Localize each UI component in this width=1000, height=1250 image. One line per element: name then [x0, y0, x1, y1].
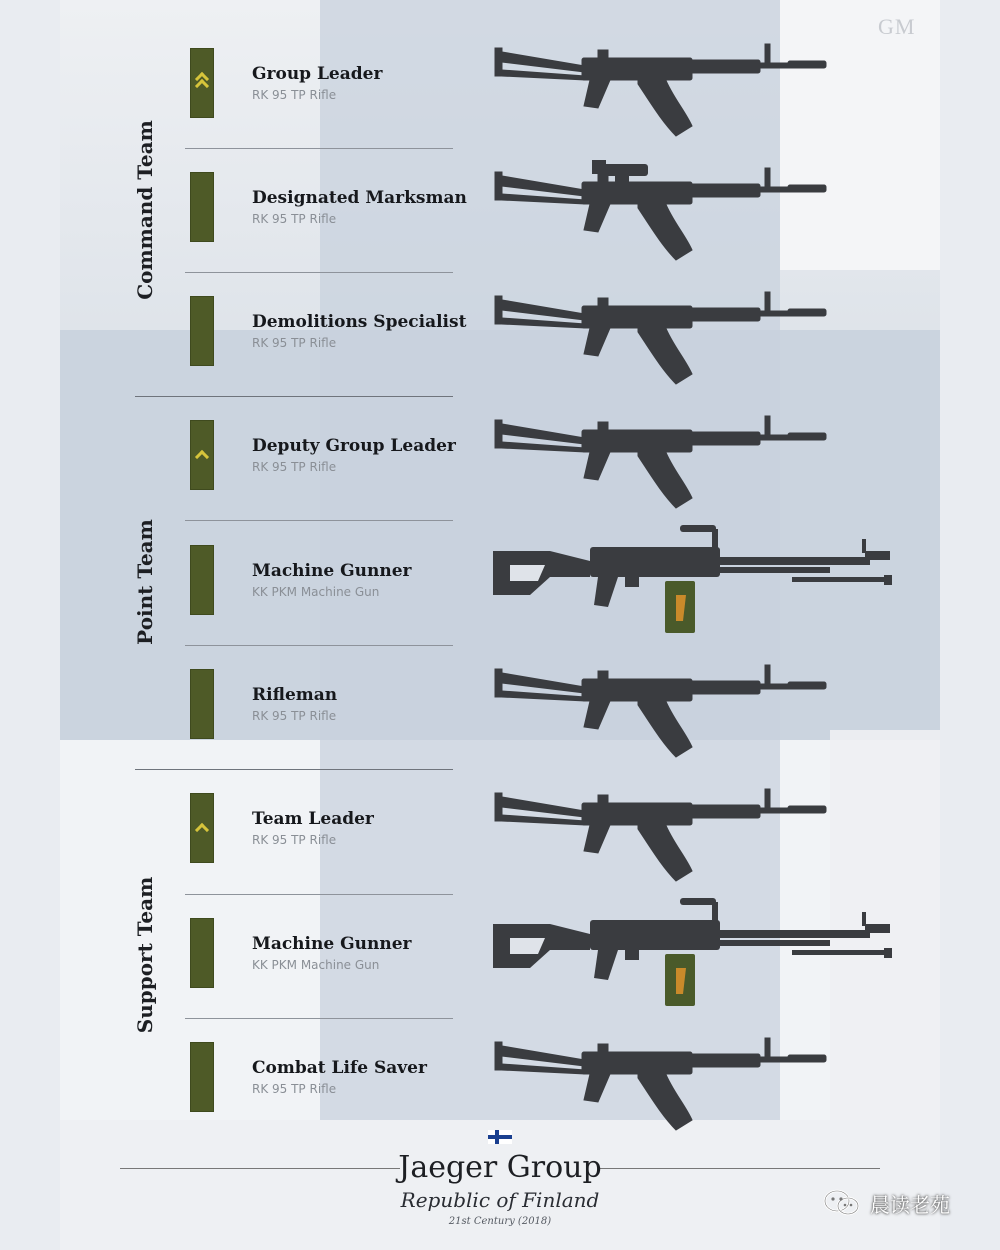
row-divider: [185, 148, 453, 149]
machine-gun-icon: [490, 521, 900, 640]
role-weapon: KK PKM Machine Gun: [252, 585, 380, 599]
finland-flag-icon: [488, 1130, 512, 1144]
row-divider: [185, 520, 453, 521]
rank-chevron-icon: [195, 450, 209, 464]
scoped-rifle-icon: [490, 160, 830, 274]
social-watermark: [822, 1188, 950, 1218]
rank-badge: [190, 420, 214, 490]
role-weapon: RK 95 TP Rifle: [252, 709, 337, 723]
rank-badge: [190, 793, 214, 863]
role-name: Demolitions Specialist: [252, 312, 467, 332]
rank-badge: [190, 172, 214, 242]
team-divider: [135, 769, 453, 770]
rifle-icon: [490, 781, 830, 895]
team-divider: [135, 396, 453, 397]
rifle-icon: [490, 1030, 830, 1144]
wechat-icon: [822, 1188, 862, 1218]
rank-badge: [190, 296, 214, 366]
role-name: Group Leader: [252, 64, 383, 84]
role-weapon: RK 95 TP Rifle: [252, 460, 337, 474]
rank-chevron-icon: [195, 823, 209, 837]
rifle-icon: [490, 284, 830, 398]
rifle-icon: [490, 36, 830, 150]
role-weapon: RK 95 TP Rifle: [252, 88, 337, 102]
row-divider: [185, 645, 453, 646]
era-caption: 21st Century (2018): [448, 1216, 552, 1227]
rank-badge: [190, 918, 214, 988]
row-divider: [185, 1018, 453, 1019]
rank-badge: [190, 48, 214, 118]
role-name: Machine Gunner: [252, 561, 412, 581]
role-weapon: RK 95 TP Rifle: [252, 1082, 337, 1096]
role-name: Rifleman: [252, 685, 338, 705]
role-weapon: RK 95 TP Rifle: [252, 212, 337, 226]
rank-badge: [190, 669, 214, 739]
role-weapon: RK 95 TP Rifle: [252, 336, 337, 350]
rank-badge: [190, 545, 214, 615]
row-divider: [185, 894, 453, 895]
role-name: Designated Marksman: [252, 188, 467, 208]
rifle-icon: [490, 408, 830, 522]
row-divider: [185, 272, 453, 273]
role-name: Combat Life Saver: [252, 1058, 427, 1078]
watermark: GM: [878, 14, 916, 39]
machine-gun-icon: [490, 894, 900, 1013]
role-name: Deputy Group Leader: [252, 436, 456, 456]
role-weapon: RK 95 TP Rifle: [252, 833, 337, 847]
page-title: Jaeger Group: [398, 1150, 602, 1185]
rifle-icon: [490, 657, 830, 771]
role-name: Team Leader: [252, 809, 374, 829]
role-weapon: KK PKM Machine Gun: [252, 958, 380, 972]
rank-badge: [190, 1042, 214, 1112]
social-account-name: 晨读老苑: [870, 1192, 950, 1217]
page-subtitle: Republic of Finland: [400, 1188, 600, 1212]
role-name: Machine Gunner: [252, 934, 412, 954]
